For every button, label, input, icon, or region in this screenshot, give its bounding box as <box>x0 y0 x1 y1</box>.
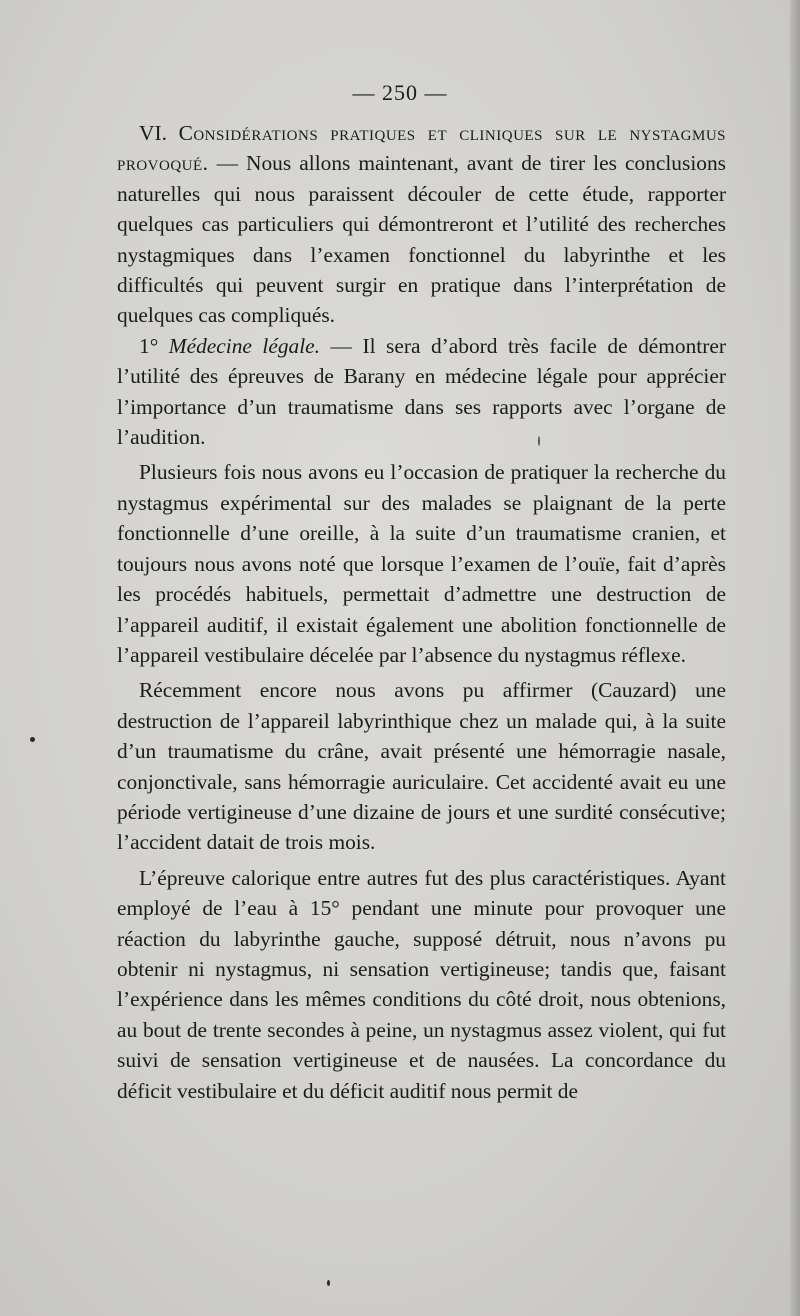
section-vi-text: — Nous allons maintenant, avant de tirer les conclusions naturelles qui nous paraissent découler de cette étude, rapporter quelques cas particuliers qui démontreront et l’utilité des recherches nystagmiques dans l’examen fonctionnel du labyrinthe et les difficultés qui peuvent surgir en pratique dans l’interprétation de quelques cas compliqués. <box>117 151 726 328</box>
print-speck <box>30 737 35 742</box>
print-speck <box>538 436 540 446</box>
section-vi-heading: Considérations pratiques et cliniques sur le nystagmus provoqué. <box>117 121 726 176</box>
section-vi-paragraph <box>117 118 726 331</box>
print-speck <box>327 1280 330 1286</box>
body-paragraph: Récemment encore nous avons pu affirmer (Cauzard) une destruction de l’appareil labyrinthique chez un malade qui, à la suite d’un traumatisme du crâne, avait présenté une hémorragie nasale, conjonctivale, sans hémorragie auriculaire. Cet accidenté avait eu une période vertigineuse d’une dizaine de jours et une surdité consécutive; l’accident datait de trois mois. <box>117 678 726 855</box>
body-paragraph: Plusieurs fois nous avons eu l’occasion de pratiquer la recherche du nystagmus expérimental sur des malades se plaignant de la perte fonctionnelle d’une oreille, à la suite d’un traumatisme cranien, et toujours nous avons noté que lorsque l’examen de l’ouïe, fait d’après les procédés habituels, permettait d’admettre une destruction de l’appareil auditif, il existait également une abolition fonctionnelle de l’appareil vestibulaire décelée par l’absence du nystagmus réflexe. <box>117 460 726 667</box>
subsection-1-title: Médecine légale. <box>168 333 321 358</box>
subsection-1-paragraph <box>117 331 726 453</box>
subsection-1-text: — Il sera d’abord très facile de démontrer l’utilité des épreuves de Barany en médecine légale pour apprécier l’importance d’un traumatisme dans ses rapports avec l’organe de l’audition. <box>117 333 726 450</box>
body-paragraph: L’épreuve calorique entre autres fut des plus caractéristiques. Ayant employé de l’eau à 15° pendant une minute pour provoquer une réaction du labyrinthe gauche, supposé détruit, nous n’avons pu obtenir ni nystagmus, ni sensation vertigineuse; tandis que, faisant l’expérience dans les mêmes conditions du côté droit, nous obtenions, au bout de trente secondes à peine, un nystagmus assez violent, qui fut suivi de sensation vertigineuse et de nausées. La concordance du déficit vestibulaire et du déficit auditif nous permit de <box>117 865 726 1103</box>
page-text-body <box>117 118 726 1106</box>
section-vi-number: VI. <box>139 121 167 145</box>
page-number: — 250 — <box>352 80 448 105</box>
page-edge-shadow <box>790 0 800 1316</box>
subsection-1-number: 1° <box>139 333 159 358</box>
